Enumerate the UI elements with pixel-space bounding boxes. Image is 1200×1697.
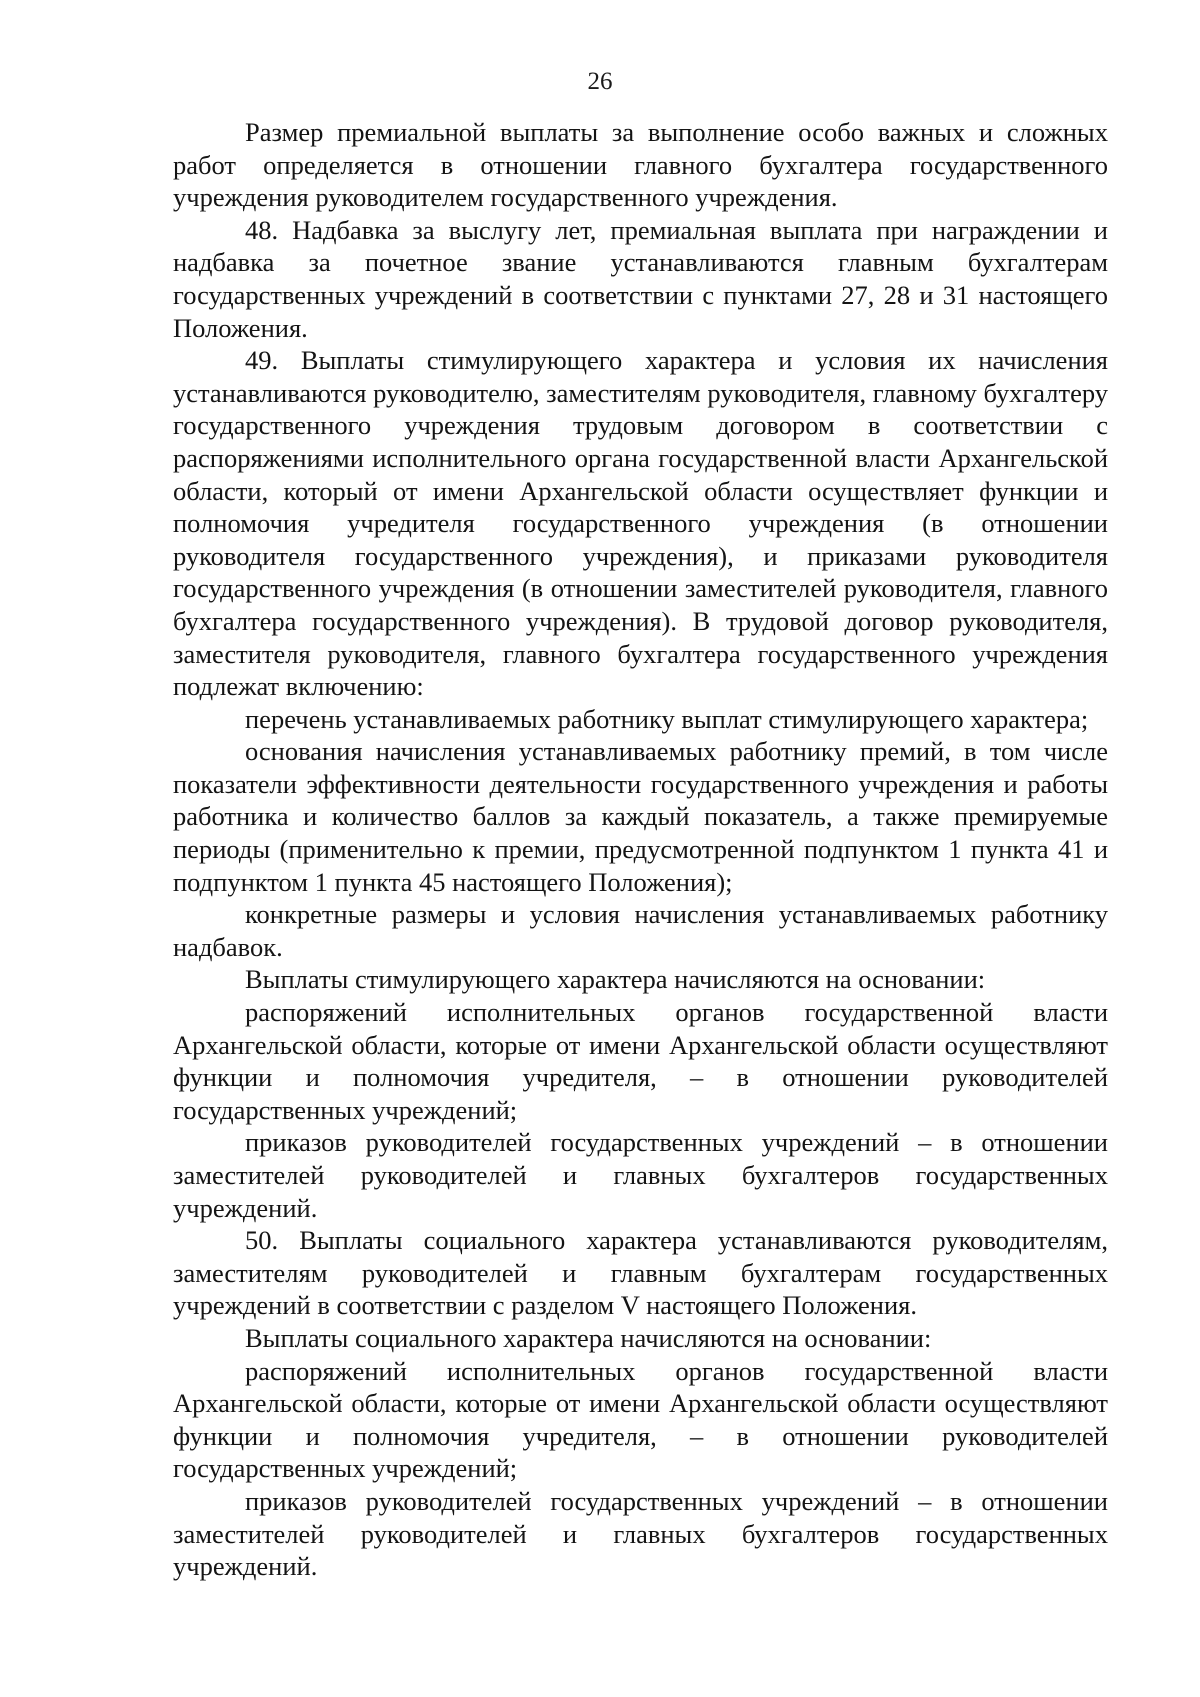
paragraph-50: 50. Выплаты социального характера устанавливаются руководителям, заместителям руководителей и главным бухгалтерам государственных учреждений в соответствии с разделом V настоящего Положения. [173, 1225, 1108, 1321]
paragraph-bonus-size: Размер премиальной выплаты за выполнение особо важных и сложных работ определяется в отношении главного бухгалтера государственного учреждения руководителем государственного учреждения. [173, 117, 1108, 213]
paragraph-social-basis: Выплаты социального характера начисляются на основании: [245, 1322, 932, 1353]
paragraph-49: 49. Выплаты стимулирующего характера и условия их начисления устанавливаются руководителю, заместителям руководителя, главному бухгалтеру государственного учреждения трудовым договором в соответствии с распоряжениями исполнительного органа государственной власти Архангельской области, который от имени Архангельской области осуществляет функции и полномочия учредителя государственного учреждения (в отношении руководителя государственного учреждения), и приказами руководителя государственного учреждения (в отношении заместителей руководителя, главного бухгалтера государственного учреждения). В трудовой договор руководителя, заместителя руководителя, главного бухгалтера государственного учреждения подлежат включению: [173, 345, 1108, 702]
paragraph-49-list-item-3: конкретные размеры и условия начисления устанавливаемых работнику надбавок. [173, 899, 1108, 962]
paragraph-49-list-item-1: перечень устанавливаемых работнику выплат стимулирующего характера; [245, 703, 1089, 734]
paragraph-incentive-basis-item-1: распоряжений исполнительных органов государственной власти Архангельской области, которые от имени Архангельской области осуществляют функции и полномочия учредителя, – в отношении руководителей государственных учреждений; [173, 997, 1108, 1125]
paragraph-49-list-item-2: основания начисления устанавливаемых работнику премий, в том числе показатели эффективности деятельности государственного учреждения и работы работника и количество баллов за каждый показатель, а также премируемые периоды (применительно к премии, предусмотренной подпунктом 1 пункта 41 и подпунктом 1 пункта 45 настоящего Положения); [173, 736, 1108, 897]
paragraph-social-basis-item-2: приказов руководителей государственных учреждений – в отношении заместителей руководителей и главных бухгалтеров государственных учреждений. [173, 1485, 1108, 1582]
paragraph-social-basis-item-1: распоряжений исполнительных органов государственной власти Архангельской области, которые от имени Архангельской области осуществляют функции и полномочия учредителя, – в отношении руководителей государственных учреждений; [173, 1355, 1108, 1484]
paragraph-incentive-basis-item-2: приказов руководителей государственных учреждений – в отношении заместителей руководителей и главных бухгалтеров государственных учреждений. [173, 1127, 1108, 1223]
paragraph-incentive-basis: Выплаты стимулирующего характера начисляются на основании: [245, 964, 986, 995]
document-body [173, 116, 1108, 1583]
paragraph-48: 48. Надбавка за выслугу лет, премиальная выплата при награждении и надбавка за почетное звание устанавливаются главным бухгалтерам государственных учреждений в соответствии с пунктами 27, 28 и 31 настоящего Положения. [173, 214, 1108, 343]
page-number: 26 [587, 68, 613, 95]
